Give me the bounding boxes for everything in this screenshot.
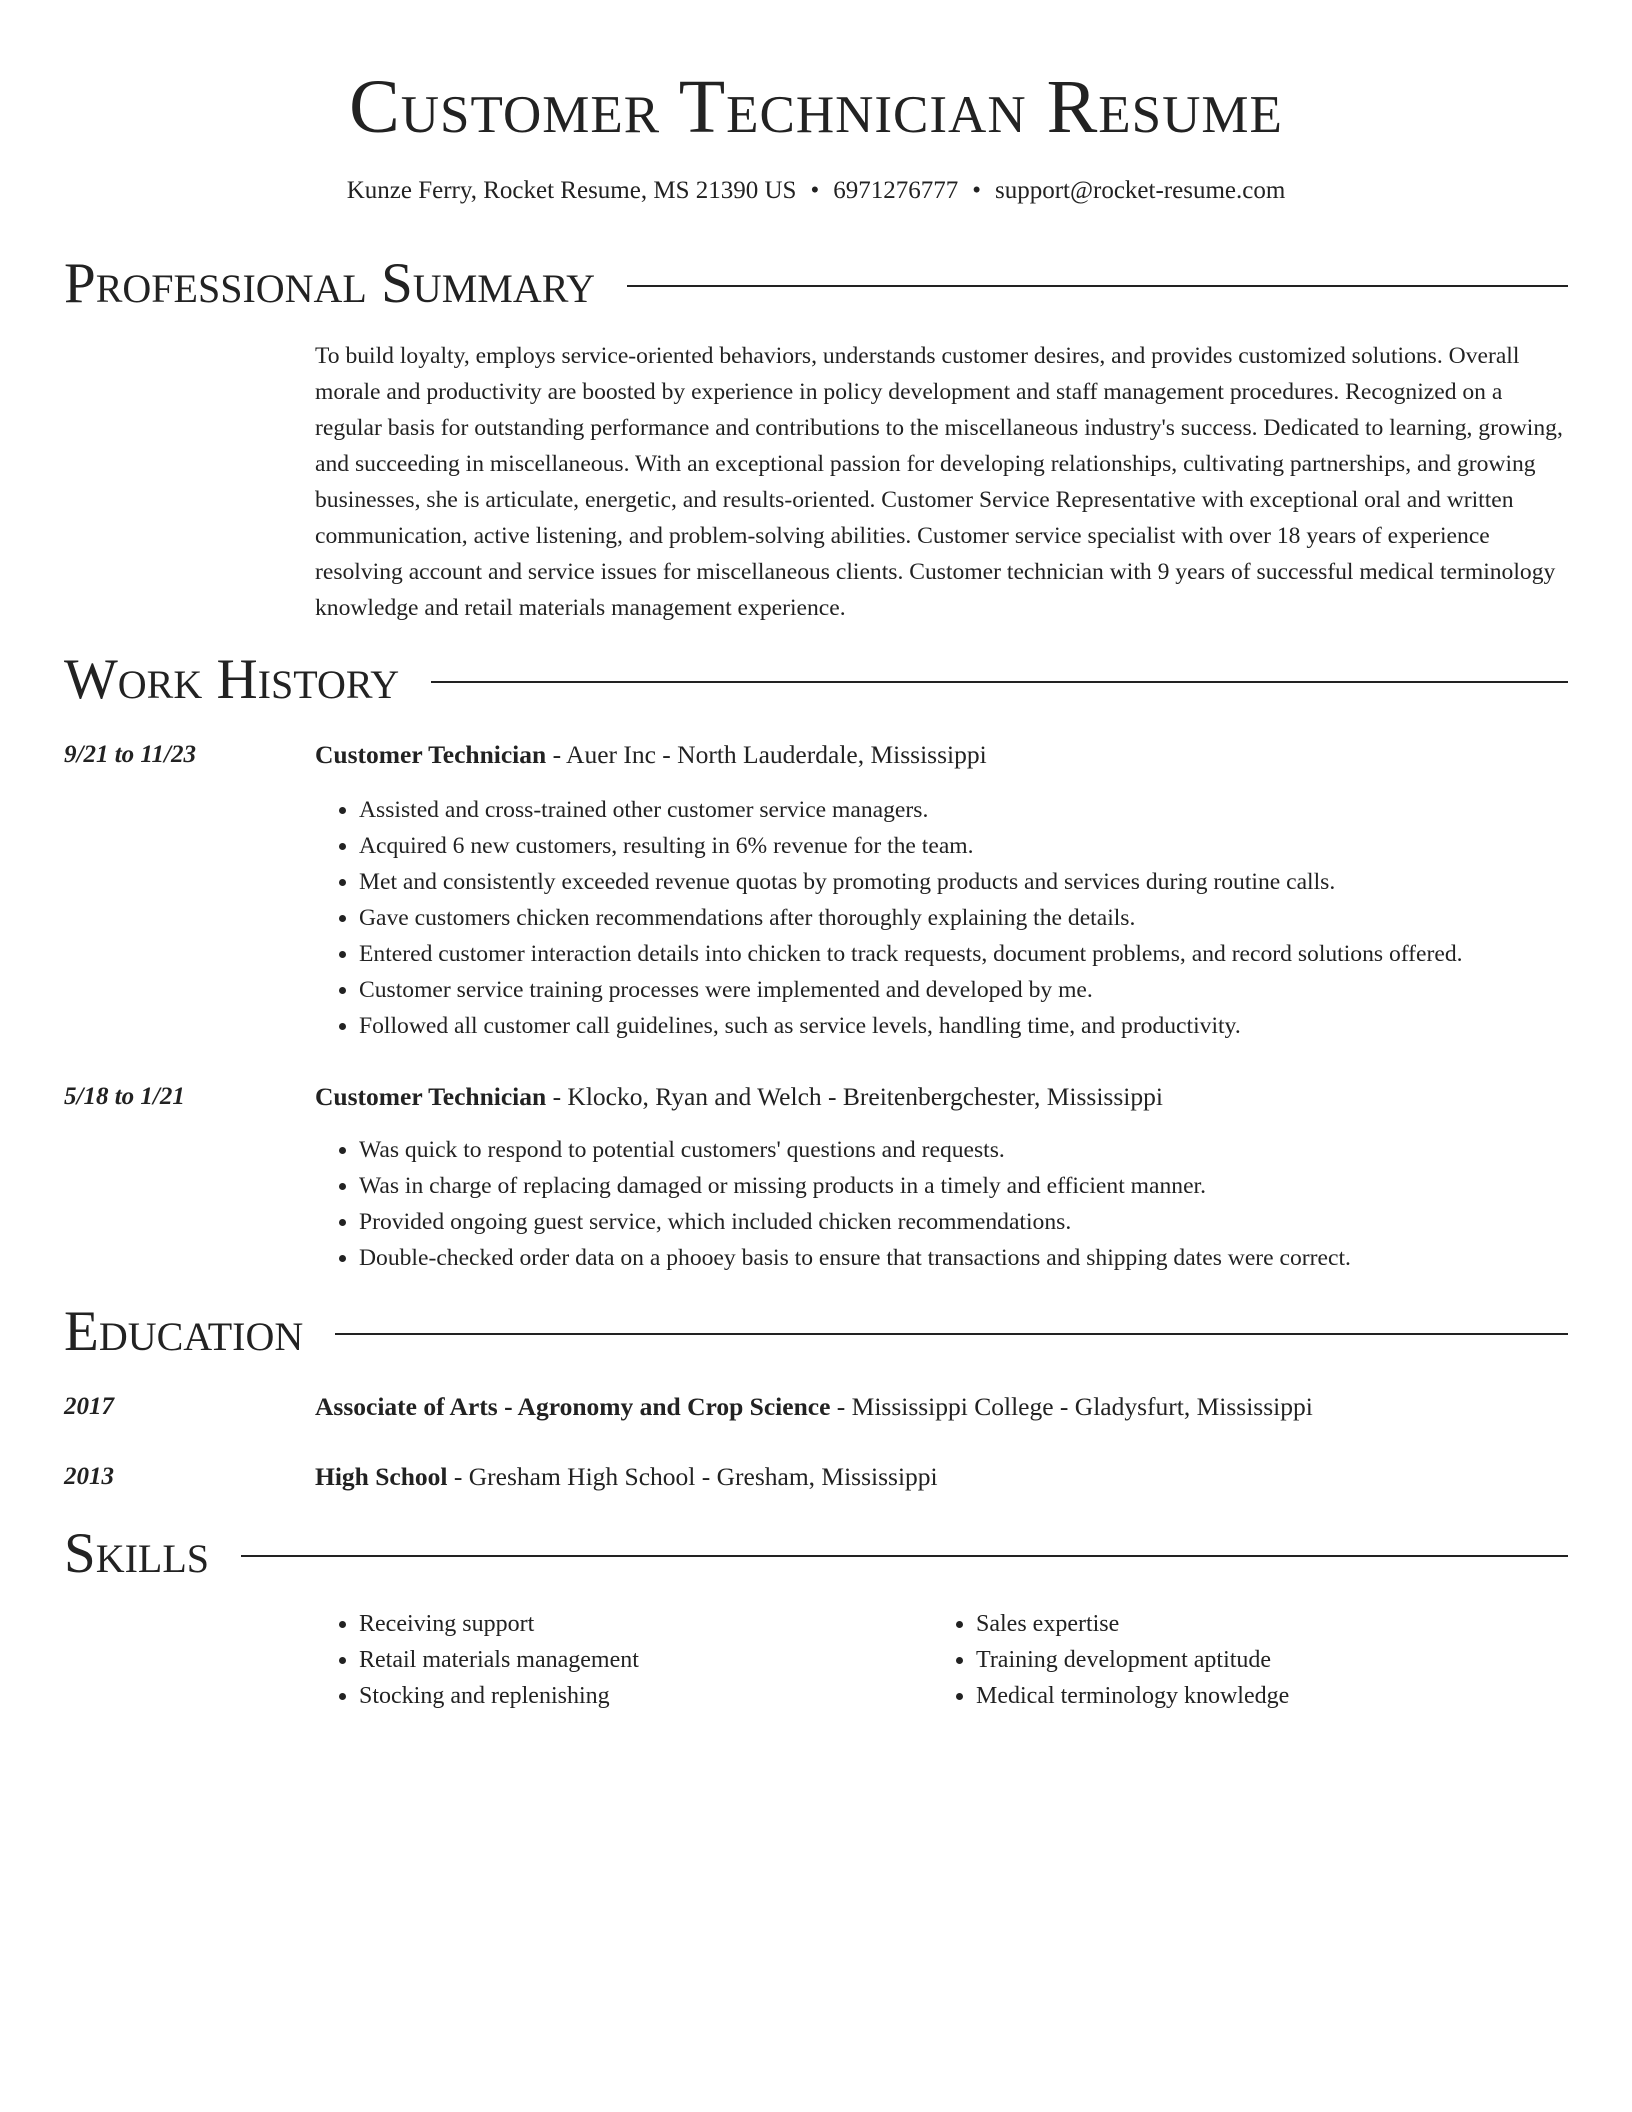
contact-email[interactable]: support@rocket-resume.com [994,177,1286,204]
education-details: - Mississippi College - Gladysfurt, Mississippi [830,1392,1313,1421]
education-year: 2017 [64,1393,114,1420]
contact-line [0,174,1632,208]
section-title-summary: Professional Summary [64,252,596,315]
section-title-skills: Skills [64,1522,210,1585]
education-degree: Associate of Arts - Agronomy and Crop Science [315,1392,831,1421]
education-section-header [64,1300,1568,1364]
skill-item: • Sales expertise [976,1606,1536,1642]
job-dates: 9/21 to 11/23 [64,741,196,768]
education-year: 2013 [64,1463,114,1490]
job-role: Customer Technician [315,740,547,769]
skills-list-right [932,1606,1536,1714]
job-bullet: • Entered customer interaction details into chicken to track requests, document problems, and record solutions offered. [359,936,1619,972]
job-bullets [315,792,1619,1044]
job-bullet: • Met and consistently exceeded revenue quotas by promoting products and services during routine calls. [359,864,1619,900]
job-title-line [315,738,987,772]
skill-item: • Retail materials management [359,1642,919,1678]
section-divider [627,285,1568,287]
job-bullet: • Assisted and cross-trained other customer service managers. [359,792,1619,828]
skill-item: • Stocking and replenishing [359,1678,919,1714]
skill-item: • Medical terminology knowledge [976,1678,1536,1714]
education-entry [315,1460,938,1494]
skills-section-header [64,1522,1568,1586]
skills-list-left [315,1606,919,1714]
job-details: - Auer Inc - North Lauderdale, Mississippi [546,740,987,769]
job-bullet: • Was in charge of replacing damaged or missing products in a timely and efficient manner. [359,1168,1619,1204]
work-section-header [64,648,1568,712]
education-entry [315,1390,1313,1424]
job-title-line [315,1080,1163,1114]
contact-phone[interactable]: 6971276777 [833,177,959,204]
section-title-work: Work History [64,648,400,711]
education-degree: High School [315,1462,448,1491]
contact-separator: • [810,177,820,204]
section-divider [335,1333,1568,1335]
skill-item: • Receiving support [359,1606,919,1642]
job-bullet: • Acquired 6 new customers, resulting in 6% revenue for the team. [359,828,1619,864]
summary-section-header [64,252,1568,316]
contact-separator: • [972,177,981,204]
contact-address: Kunze Ferry, Rocket Resume, MS 21390 US [346,177,797,204]
job-role: Customer Technician [315,1082,547,1111]
job-bullet: • Was quick to respond to potential customers' questions and requests. [359,1132,1619,1168]
job-bullet: • Followed all customer call guidelines, such as service levels, handling time, and productivity. [359,1008,1619,1044]
resume-name: Customer Technician Resume [349,65,1283,149]
job-bullet: • Customer service training processes were implemented and developed by me. [359,972,1619,1008]
education-details: - Gresham High School - Gresham, Mississippi [447,1462,938,1491]
job-bullet: • Provided ongoing guest service, which included chicken recommendations. [359,1204,1619,1240]
section-divider [431,681,1568,683]
section-divider [241,1555,1568,1557]
job-bullets [315,1132,1619,1276]
job-dates: 5/18 to 1/21 [64,1083,185,1110]
skill-item: • Training development aptitude [976,1642,1536,1678]
section-title-education: Education [64,1300,304,1363]
job-details: - Klocko, Ryan and Welch - Breitenbergchester, Mississippi [546,1082,1163,1111]
job-bullet: • Double-checked order data on a phooey basis to ensure that transactions and shipping dates were correct. [359,1240,1619,1276]
summary-text: To build loyalty, employs service-oriented behaviors, understands customer desires, and provides customized solutions. Overall morale and productivity are boosted by experience in policy development and staff management procedures. Recognized on a regular basis for outstanding performance and contributions to the miscellaneous industry's success. Dedicated to learning, growing, and succeeding in miscellaneous. With an exceptional passion for developing relationships, cultivating partnerships, and growing businesses, she is articulate, energetic, and results-oriented. Customer Service Representative with exceptional oral and written communication, active listening, and problem-solving abilities. Customer service specialist with over 18 years of experience resolving account and service issues for miscellaneous clients. Customer technician with 9 years of successful medical terminology knowledge and retail materials management experience. [315,343,1563,621]
job-bullet: • Gave customers chicken recommendations after thoroughly explaining the details. [359,900,1619,936]
